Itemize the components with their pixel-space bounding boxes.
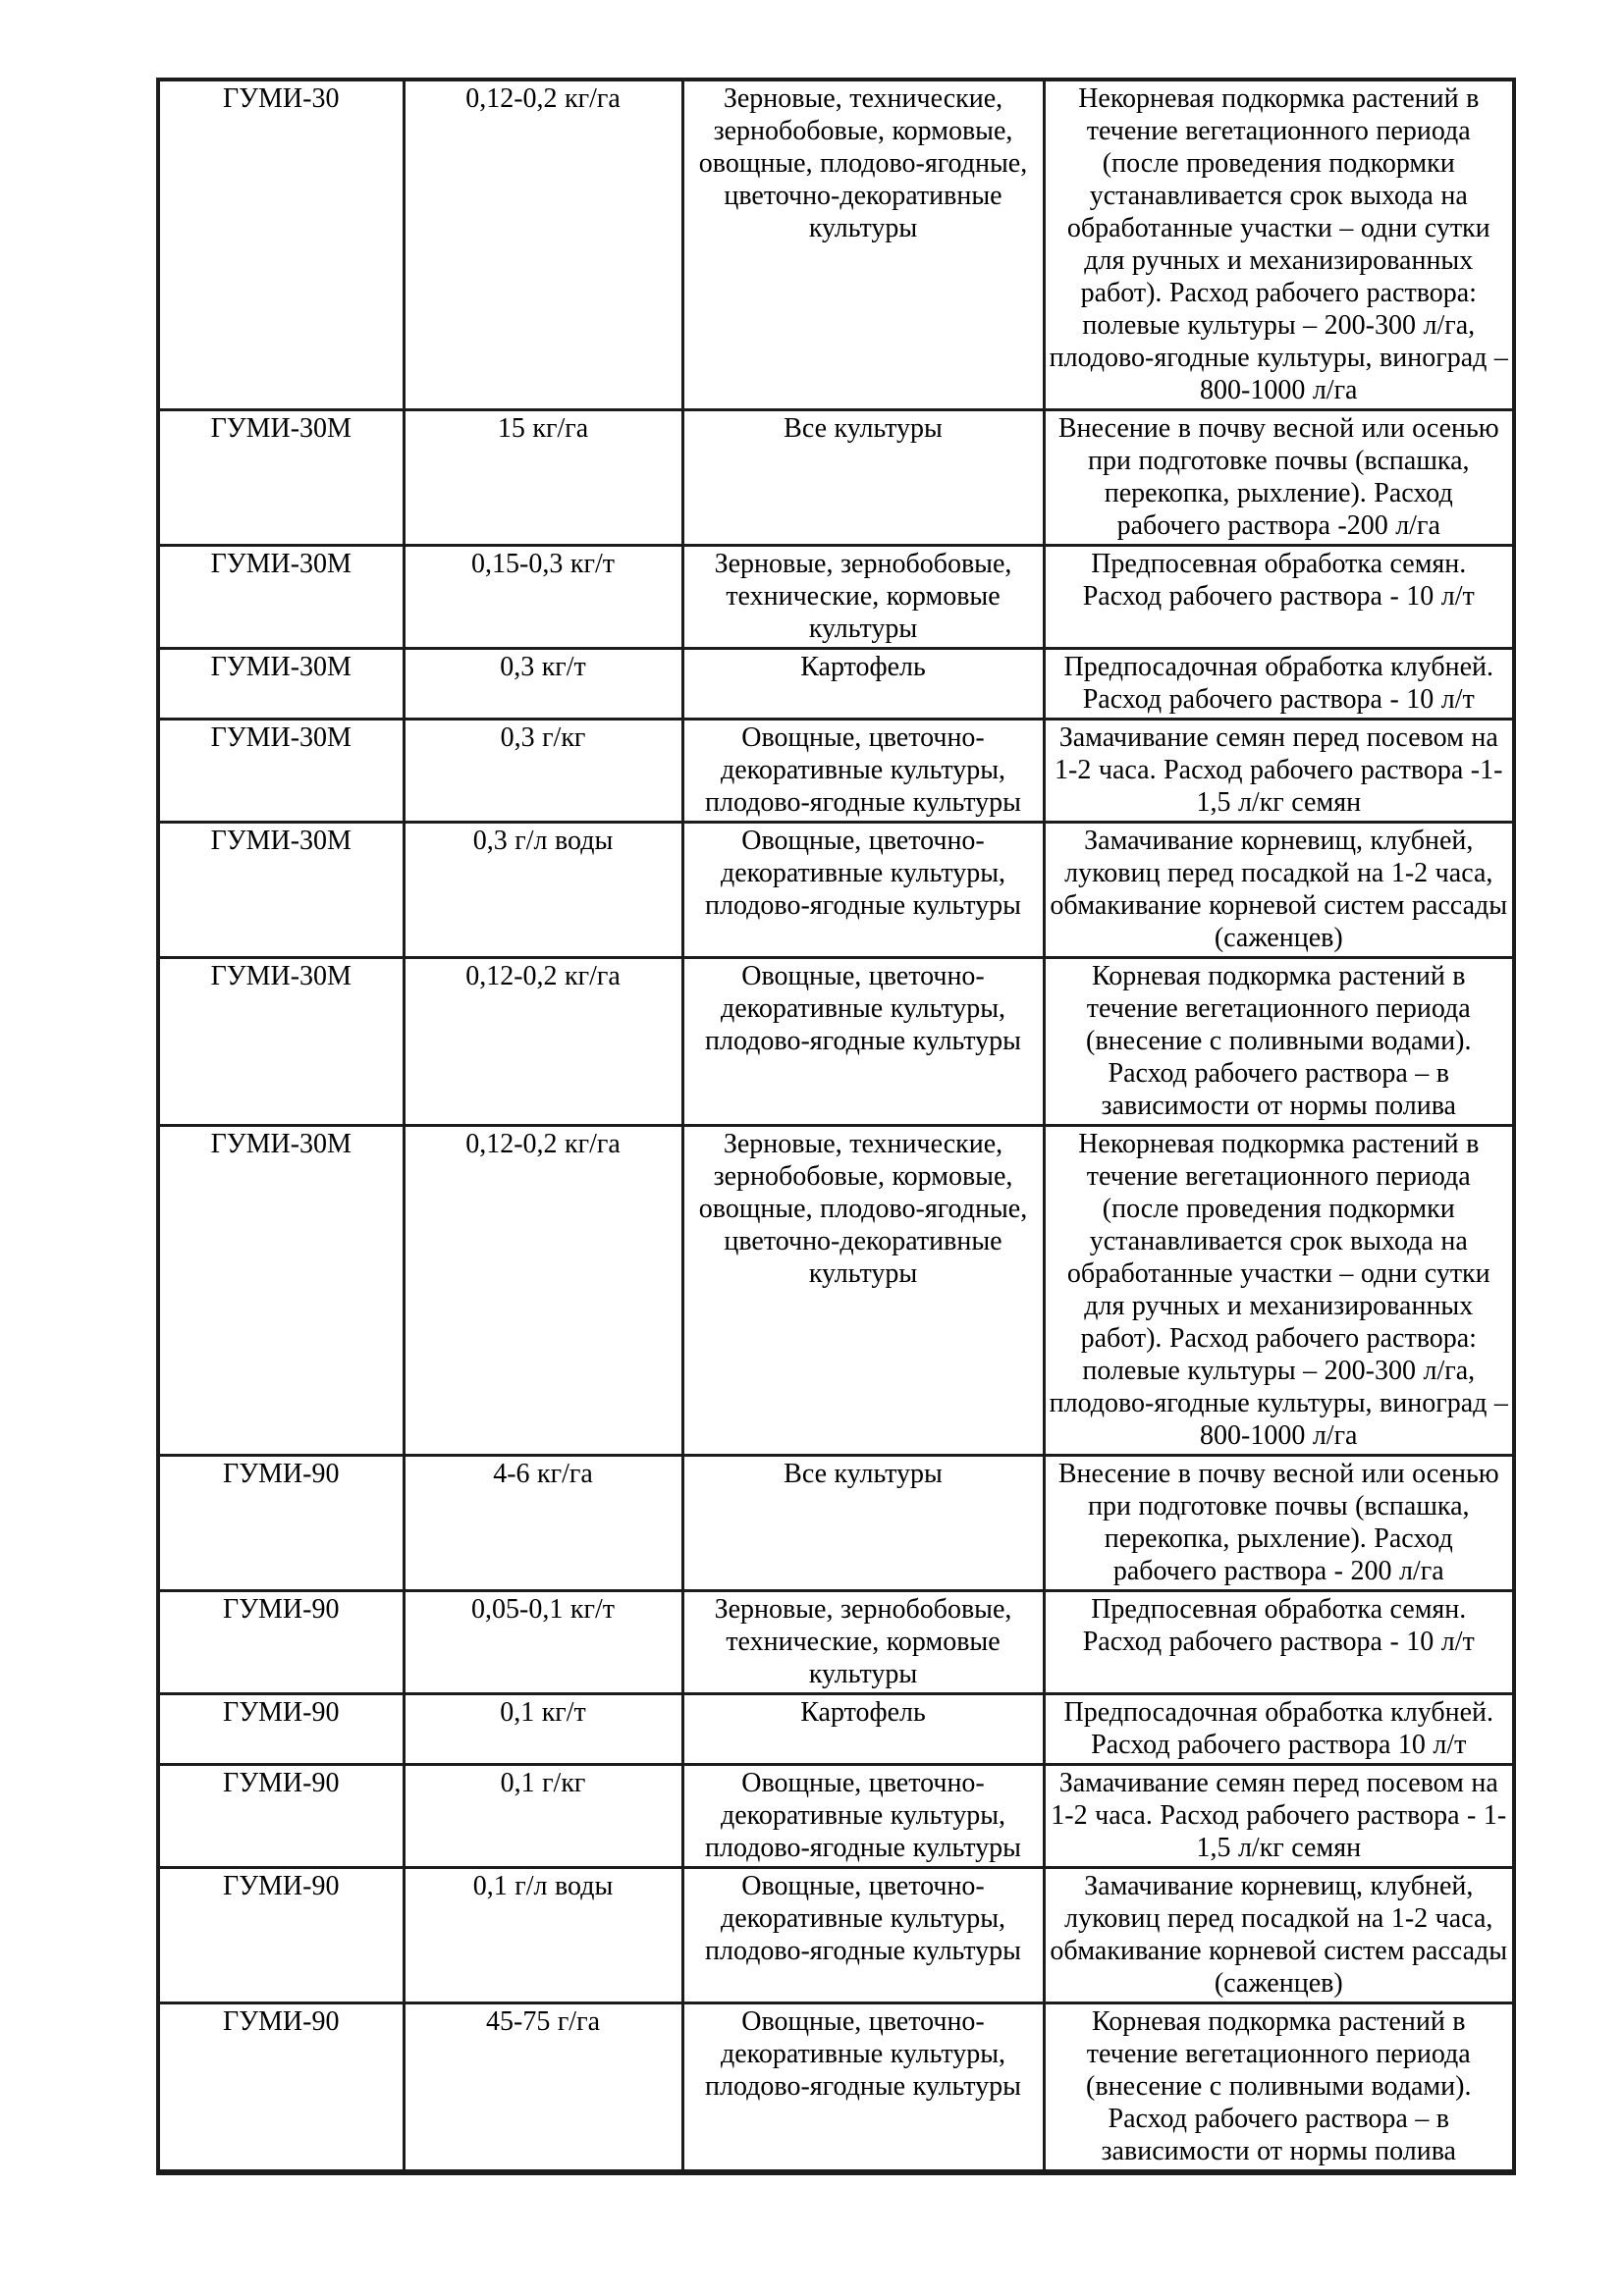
table-row (158, 1868, 1514, 2003)
product-cell: ГУМИ-30М (158, 649, 404, 720)
application-cell: Корневая подкормка растений в течение вегетационного периода (внесение с поливными водами). Расход рабочего раствора – в зависимости от нормы полива (1044, 958, 1514, 1126)
dose-cell: 0,12-0,2 кг/га (404, 958, 682, 1126)
table-row (158, 1765, 1514, 1868)
product-cell: ГУМИ-30М (158, 410, 404, 546)
application-cell: Корневая подкормка растений в течение вегетационного периода (внесение с поливными водами). Расход рабочего раствора – в зависимости от нормы полива (1044, 2003, 1514, 2173)
crops-cell: Овощные, цветочно-декоративные культуры, плодово-ягодные культуры (682, 823, 1044, 958)
product-cell: ГУМИ-30М (158, 1126, 404, 1456)
table-row (158, 1694, 1514, 1765)
application-cell: Замачивание корневищ, клубней, луковиц перед посадкой на 1-2 часа, обмакивание корневой систем рассады (саженцев) (1044, 823, 1514, 958)
crops-cell: Зерновые, зернобобовые, технические, кормовые культуры (682, 546, 1044, 649)
dose-cell: 0,3 г/кг (404, 720, 682, 823)
crops-cell: Овощные, цветочно-декоративные культуры, плодово-ягодные культуры (682, 958, 1044, 1126)
table-row (158, 1126, 1514, 1456)
crops-cell: Овощные, цветочно-декоративные культуры, плодово-ягодные культуры (682, 2003, 1044, 2173)
table-row (158, 720, 1514, 823)
product-cell: ГУМИ-90 (158, 1591, 404, 1694)
table-row (158, 80, 1514, 410)
fertilizer-application-table (156, 78, 1516, 2175)
dose-cell: 45-75 г/га (404, 2003, 682, 2173)
product-cell: ГУМИ-30М (158, 823, 404, 958)
application-cell: Замачивание семян перед посевом на 1-2 часа. Расход рабочего раствора -1-1,5 л/кг семян (1044, 720, 1514, 823)
crops-cell: Зерновые, технические, зернобобовые, кормовые, овощные, плодово-ягодные, цветочно-декоративные культуры (682, 80, 1044, 410)
crops-cell: Овощные, цветочно-декоративные культуры, плодово-ягодные культуры (682, 720, 1044, 823)
product-cell: ГУМИ-90 (158, 1694, 404, 1765)
application-cell: Внесение в почву весной или осенью при подготовке почвы (вспашка, перекопка, рыхление). Расход рабочего раствора - 200 л/га (1044, 1456, 1514, 1591)
dose-cell: 0,15-0,3 кг/т (404, 546, 682, 649)
dose-cell: 0,05-0,1 кг/т (404, 1591, 682, 1694)
table-row (158, 1456, 1514, 1591)
application-cell: Внесение в почву весной или осенью при подготовке почвы (вспашка, перекопка, рыхление). Расход рабочего раствора -200 л/га (1044, 410, 1514, 546)
product-cell: ГУМИ-90 (158, 1868, 404, 2003)
table-row (158, 958, 1514, 1126)
product-cell: ГУМИ-30М (158, 958, 404, 1126)
application-cell: Некорневая подкормка растений в течение вегетационного периода (после проведения подкормки устанавливается срок выхода на обработанные участки – одни сутки для ручных и механизированных работ). Расход рабочего раствора: полевые культуры – 200-300 л/га, плодово-ягодные культуры, виноград – 800-1000 л/га (1044, 1126, 1514, 1456)
table-row (158, 2003, 1514, 2173)
application-cell: Предпосадочная обработка клубней. Расход рабочего раствора 10 л/т (1044, 1694, 1514, 1765)
dose-cell: 0,1 кг/т (404, 1694, 682, 1765)
crops-cell: Овощные, цветочно-декоративные культуры, плодово-ягодные культуры (682, 1868, 1044, 2003)
crops-cell: Картофель (682, 649, 1044, 720)
application-cell: Замачивание корневищ, клубней, луковиц перед посадкой на 1-2 часа, обмакивание корневой систем рассады (саженцев) (1044, 1868, 1514, 2003)
dose-cell: 0,12-0,2 кг/га (404, 1126, 682, 1456)
crops-cell: Зерновые, зернобобовые, технические, кормовые культуры (682, 1591, 1044, 1694)
table-row (158, 410, 1514, 546)
table-body (158, 80, 1514, 2172)
crops-cell: Все культуры (682, 410, 1044, 546)
dose-cell: 0,1 г/кг (404, 1765, 682, 1868)
dose-cell: 4-6 кг/га (404, 1456, 682, 1591)
crops-cell: Овощные, цветочно-декоративные культуры, плодово-ягодные культуры (682, 1765, 1044, 1868)
product-cell: ГУМИ-90 (158, 1765, 404, 1868)
table-row (158, 823, 1514, 958)
product-cell: ГУМИ-30М (158, 720, 404, 823)
application-cell: Предпосадочная обработка клубней. Расход рабочего раствора - 10 л/т (1044, 649, 1514, 720)
table-row (158, 1591, 1514, 1694)
product-cell: ГУМИ-30 (158, 80, 404, 410)
dose-cell: 0,3 г/л воды (404, 823, 682, 958)
application-cell: Предпосевная обработка семян. Расход рабочего раствора - 10 л/т (1044, 1591, 1514, 1694)
table-row (158, 546, 1514, 649)
product-cell: ГУМИ-90 (158, 1456, 404, 1591)
dose-cell: 0,1 г/л воды (404, 1868, 682, 2003)
product-cell: ГУМИ-30М (158, 546, 404, 649)
dose-cell: 15 кг/га (404, 410, 682, 546)
table-row (158, 649, 1514, 720)
crops-cell: Зерновые, технические, зернобобовые, кормовые, овощные, плодово-ягодные, цветочно-декоративные культуры (682, 1126, 1044, 1456)
crops-cell: Картофель (682, 1694, 1044, 1765)
application-cell: Замачивание семян перед посевом на 1-2 часа. Расход рабочего раствора - 1-1,5 л/кг семян (1044, 1765, 1514, 1868)
application-cell: Некорневая подкормка растений в течение вегетационного периода (после проведения подкормки устанавливается срок выхода на обработанные участки – одни сутки для ручных и механизированных работ). Расход рабочего раствора: полевые культуры – 200-300 л/га, плодово-ягодные культуры, виноград – 800-1000 л/га (1044, 80, 1514, 410)
crops-cell: Все культуры (682, 1456, 1044, 1591)
product-cell: ГУМИ-90 (158, 2003, 404, 2173)
dose-cell: 0,12-0,2 кг/га (404, 80, 682, 410)
application-cell: Предпосевная обработка семян. Расход рабочего раствора - 10 л/т (1044, 546, 1514, 649)
dose-cell: 0,3 кг/т (404, 649, 682, 720)
